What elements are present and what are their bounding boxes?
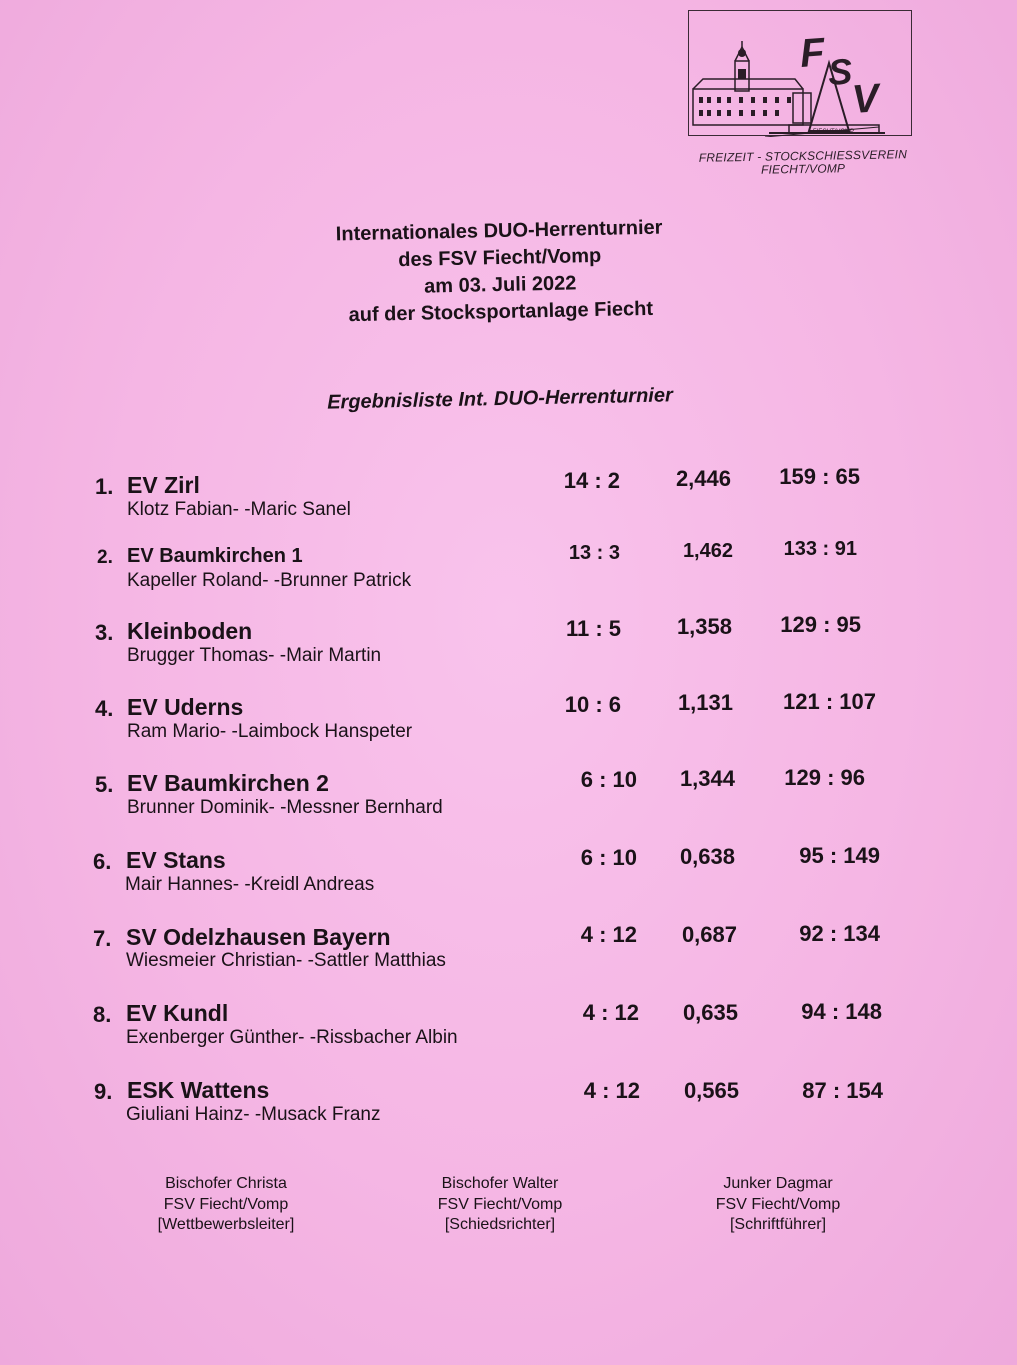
- team-name: EV Baumkirchen 2: [127, 770, 329, 796]
- quotient: 1,462: [682, 540, 733, 562]
- players: Brugger Thomas- -Mair Martin: [127, 645, 382, 666]
- team-name: EV Kundl: [126, 1000, 229, 1026]
- quotient: 1,358: [676, 614, 732, 639]
- rank: 7.: [93, 926, 112, 951]
- rank: 1.: [95, 474, 114, 499]
- stock-score: 133 : 91: [783, 538, 857, 560]
- points: 4 : 12: [580, 922, 637, 947]
- rank: 4.: [95, 696, 114, 721]
- points: 13 : 3: [568, 542, 620, 564]
- players: Kapeller Roland- -Brunner Patrick: [127, 570, 412, 591]
- stock-score: 95 : 149: [799, 843, 880, 868]
- stock-score: 121 : 107: [783, 689, 876, 714]
- quotient: 1,131: [677, 690, 733, 715]
- rank: 3.: [95, 620, 114, 645]
- rank: 6.: [93, 849, 112, 874]
- heading-line3: am 03. Juli 2022: [423, 272, 577, 298]
- points: 6 : 10: [580, 767, 637, 792]
- signature-club: FSV Fiecht/Vomp: [715, 1195, 841, 1213]
- team-name: EV Uderns: [127, 694, 244, 720]
- stock-score: 94 : 148: [801, 999, 882, 1024]
- points: 4 : 12: [582, 1000, 639, 1025]
- signature-name: Bischofer Christa: [165, 1175, 287, 1192]
- players: Ram Mario- -Laimbock Hanspeter: [127, 721, 413, 742]
- quotient: 1,344: [679, 766, 735, 791]
- signature-block: [116, 1174, 336, 1236]
- rank: 2.: [97, 547, 113, 568]
- points: 11 : 5: [565, 616, 621, 641]
- stock-score: 159 : 65: [779, 464, 860, 489]
- team-name: Kleinboden: [127, 618, 253, 644]
- logo-letter-v: V: [850, 76, 881, 122]
- signature-block: [390, 1174, 610, 1236]
- team-name: EV Zirl: [127, 472, 200, 498]
- quotient: 0,687: [681, 922, 737, 947]
- team-name: ESK Wattens: [127, 1077, 270, 1103]
- team-name: EV Baumkirchen 1: [127, 545, 303, 567]
- signature-role: [Wettbewerbsleiter]: [157, 1216, 295, 1233]
- stock-score: 129 : 95: [780, 612, 861, 637]
- rank: 9.: [94, 1079, 113, 1104]
- results-subtitle: Ergebnisliste Int. DUO-Herrenturnier: [326, 384, 673, 414]
- signature-name: Bischofer Walter: [441, 1175, 559, 1192]
- quotient: 0,635: [682, 1000, 738, 1025]
- stock-score: 129 : 96: [784, 765, 865, 790]
- quotient: 0,638: [679, 844, 735, 869]
- signature-name: Junker Dagmar: [723, 1175, 833, 1192]
- points: 4 : 12: [583, 1078, 640, 1103]
- points: 10 : 6: [564, 692, 621, 717]
- points: 6 : 10: [580, 845, 637, 870]
- points: 14 : 2: [563, 468, 620, 493]
- heading-line2: des FSV Fiecht/Vomp: [397, 244, 602, 272]
- logo-caption-line2: FIECHT/VOMP: [760, 161, 846, 177]
- logo-small-text: FIECHT/VOMP: [813, 129, 855, 135]
- players: Brunner Dominik- -Messner Bernhard: [127, 797, 443, 818]
- players: Wiesmeier Christian- -Sattler Matthias: [126, 950, 446, 971]
- heading-line4: auf der Stocksportanlage Fiecht: [348, 297, 654, 327]
- players: Klotz Fabian- -Maric Sanel: [127, 499, 351, 520]
- quotient: 0,565: [683, 1078, 739, 1103]
- team-name: SV Odelzhausen Bayern: [126, 924, 391, 950]
- logo-letter-s: S: [826, 50, 854, 93]
- rank: 8.: [93, 1002, 112, 1027]
- signature-role: [Schriftführer]: [729, 1216, 827, 1233]
- signature-block: [668, 1174, 888, 1236]
- players: Mair Hannes- -Kreidl Andreas: [125, 874, 375, 895]
- quotient: 2,446: [675, 466, 731, 491]
- team-name: EV Stans: [126, 847, 226, 873]
- players: Giuliani Hainz- -Musack Franz: [126, 1104, 381, 1125]
- signature-club: FSV Fiecht/Vomp: [163, 1195, 289, 1213]
- logo-caption-line1: FREIZEIT - STOCKSCHIESSVEREIN: [698, 147, 908, 165]
- heading-line1: Internationales DUO-Herrenturnier: [335, 216, 663, 246]
- stock-score: 87 : 154: [802, 1078, 883, 1103]
- logo-letter-f: F: [798, 30, 827, 76]
- stock-score: 92 : 134: [799, 921, 880, 946]
- signature-role: [Schiedsrichter]: [444, 1216, 556, 1233]
- signature-club: FSV Fiecht/Vomp: [437, 1195, 563, 1213]
- rank: 5.: [95, 772, 114, 797]
- players: Exenberger Günther- -Rissbacher Albin: [126, 1027, 458, 1048]
